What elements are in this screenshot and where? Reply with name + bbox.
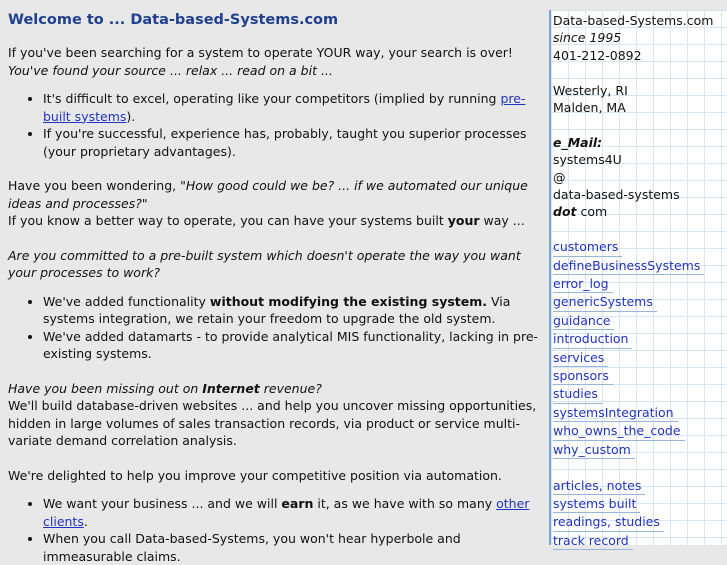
quote-text: "How good could we be? ... if we automated our unique ideas and processes?" [8,178,528,211]
other-clients-link[interactable]: other clients [43,496,530,529]
intro-paragraph [8,44,546,79]
list-item: • It's difficult to excel, operating like your competitors (implied by running pre-built systems). [43,90,546,125]
sidebar-link-readings-studies[interactable]: readings, studies [553,513,664,531]
sidebar-link-systems-built[interactable]: systems built [553,495,640,513]
list-item: • We've added functionality without modifying the existing system. Via systems integration, we retain your freedom to upgrade the old system. [43,293,546,328]
email-tld: dot com [553,204,608,220]
sidebar-link-services[interactable]: services [553,349,608,367]
location-1: Westerly, RI [553,82,628,98]
bullet-list-3 [8,495,546,565]
sidebar-link-customers[interactable]: customers [553,238,622,256]
email-domain: data-based-systems [553,187,680,203]
committed-paragraph: Are you committed to a pre-built system which doesn't operate the way you want your processes to work? [8,247,521,280]
nav-links-primary [553,238,727,459]
since-year: since 1995 [553,30,622,46]
sidebar-link-error-log[interactable]: error_log [553,275,613,293]
intro-line-1: If you've been searching for a system to operate YOUR way, your search is over! [8,45,513,60]
sidebar-link-articles-notes[interactable]: articles, notes [553,477,645,495]
list-item: • When you call Data-based-Systems, you won't hear hyperbole and immeasurable claims. [43,530,546,565]
email-at: @ [553,169,566,185]
phone-number: 401-212-0892 [553,47,642,63]
intro-line-2: You've found your source ... relax ... read on a bit ... [8,62,333,78]
delighted-paragraph: We're delighted to help you improve your competitive position via automation. [8,467,502,483]
location-2: Malden, MA [553,100,626,116]
site-name: Data-based-Systems.com [553,13,714,28]
wondering-paragraph: Have you been wondering, "How good could we be? ... if we automated our unique ideas and processes?" If you know a better way to operate, you can have your systems built your way ... [8,178,528,228]
sidebar-link-why-custom[interactable]: why_custom [553,441,635,459]
sidebar [549,10,727,548]
email-label: e_Mail: [553,134,603,150]
sidebar-link-generic-systems[interactable]: genericSystems [553,293,657,311]
sidebar-link-systems-integration[interactable]: systemsIntegration [553,404,678,422]
nav-links-secondary [553,477,727,551]
email-user: systems4U [553,152,622,168]
internet-paragraph: Have you been missing out on Internet revenue? We'll build database-driven websites ... and help you uncover missing opportunities, hidden in large volumes of sales transaction records, via product or service multi-variate demand correlation analysis. [8,380,537,448]
sidebar-link-introduction[interactable]: introduction [553,330,632,348]
sidebar-link-guidance[interactable]: guidance [553,312,614,330]
list-item: • We've added datamarts - to provide analytical MIS functionality, lacking in pre-existing systems. [43,328,546,363]
bullet-list-2 [8,293,546,363]
pre-built-systems-link[interactable]: pre-built systems [43,91,526,124]
page-title: Welcome to ... Data-based-Systems.com [8,12,339,28]
sidebar-link-studies[interactable]: studies [553,385,602,403]
list-item: • If you're successful, experience has, probably, taught you superior processes (your proprietary advantages). [43,125,546,160]
list-item: • We want your business ... and we will earn it, as we have with so many other clients. [43,495,546,530]
sidebar-link-track-record[interactable]: track record [553,532,633,550]
sidebar-link-who-owns-the-code[interactable]: who_owns_the_code [553,422,685,440]
sidebar-link-define-business-systems[interactable]: defineBusinessSystems [553,257,704,275]
bullet-list-1 [8,90,546,160]
sidebar-link-sponsors[interactable]: sponsors [553,367,613,385]
